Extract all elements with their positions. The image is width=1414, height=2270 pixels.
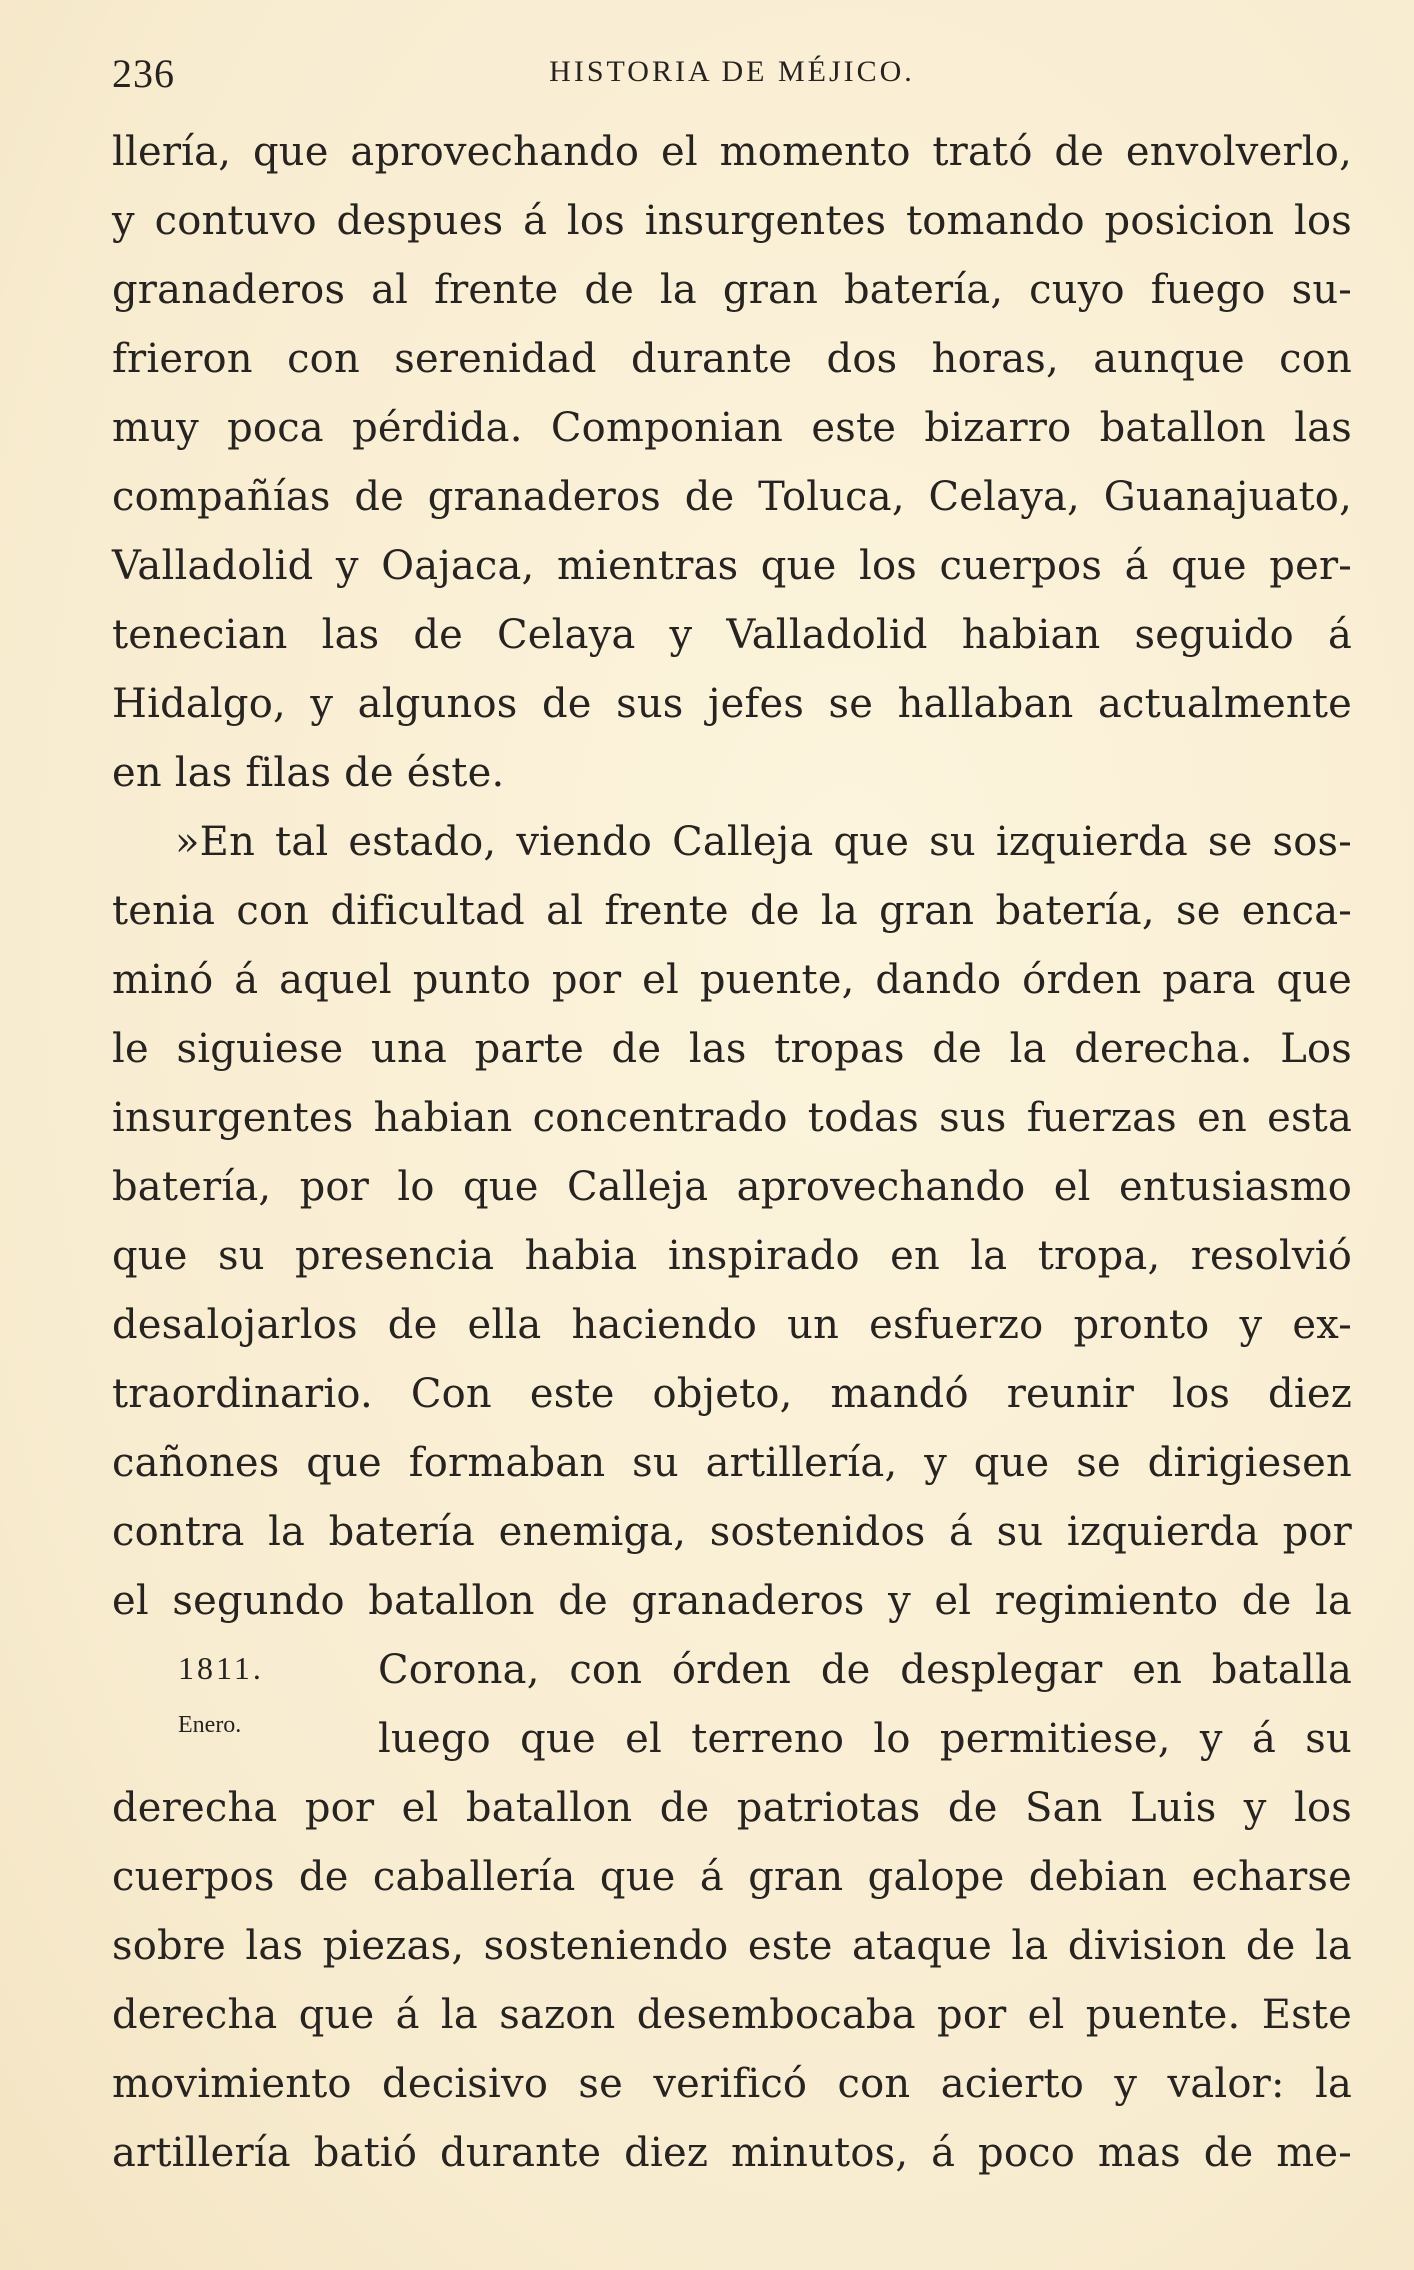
text-line: derecha que á la sazon desembocaba por el puente. Este	[112, 1992, 1352, 2038]
text-line: Hidalgo, y algunos de sus jefes se hallaban actualmente	[112, 681, 1352, 727]
text-line: le siguiese una parte de las tropas de la derecha. Los	[112, 1026, 1352, 1072]
text-line: frieron con serenidad durante dos horas, aunque con	[112, 336, 1352, 382]
text-line: »En tal estado, viendo Calleja que su izquierda se sos-	[175, 819, 1352, 865]
text-line: sobre las piezas, sosteniendo este ataque la division de la	[112, 1923, 1352, 1969]
text-line: y contuvo despues á los insurgentes tomando posicion los	[112, 198, 1352, 244]
text-line: batería, por lo que Calleja aprovechando el entusiasmo	[112, 1164, 1352, 1210]
text-line: que su presencia habia inspirado en la tropa, resolvió	[112, 1233, 1352, 1279]
text-line: en las filas de éste.	[112, 750, 505, 796]
text-line: minó á aquel punto por el puente, dando órden para que	[112, 957, 1352, 1003]
text-line: insurgentes habian concentrado todas sus fuerzas en esta	[112, 1095, 1352, 1141]
text-line: granaderos al frente de la gran batería, cuyo fuego su-	[112, 267, 1352, 313]
text-line: Valladolid y Oajaca, mientras que los cuerpos á que per-	[112, 543, 1352, 589]
marginal-note-month: Enero.	[178, 1712, 242, 1738]
text-line: artillería batió durante diez minutos, á poco mas de me-	[112, 2130, 1352, 2176]
marginal-note-year: 1811.	[178, 1650, 264, 1686]
text-line: llería, que aprovechando el momento trató de envolverlo,	[112, 129, 1352, 175]
text-line: Corona, con órden de desplegar en batalla	[378, 1647, 1352, 1693]
text-line: muy poca pérdida. Componian este bizarro batallon las	[112, 405, 1352, 451]
text-line: cuerpos de caballería que á gran galope debian echarse	[112, 1854, 1352, 1900]
text-line: desalojarlos de ella haciendo un esfuerzo pronto y ex-	[112, 1302, 1352, 1348]
text-line: el segundo batallon de granaderos y el regimiento de la	[112, 1578, 1352, 1624]
text-line: movimiento decisivo se verificó con acierto y valor: la	[112, 2061, 1352, 2107]
text-line: tenia con dificultad al frente de la gran batería, se enca-	[112, 888, 1352, 934]
text-line: traordinario. Con este objeto, mandó reunir los diez	[112, 1371, 1352, 1417]
running-head	[112, 50, 1352, 110]
text-line: cañones que formaban su artillería, y que se dirigiesen	[112, 1440, 1352, 1486]
text-line: derecha por el batallon de patriotas de San Luis y los	[112, 1785, 1352, 1831]
page-number: 236	[112, 51, 175, 96]
running-title: HISTORIA DE MÉJICO.	[549, 55, 915, 88]
text-line: contra la batería enemiga, sostenidos á su izquierda por	[112, 1509, 1352, 1555]
text-line: tenecian las de Celaya y Valladolid habian seguido á	[112, 612, 1352, 658]
text-line: compañías de granaderos de Toluca, Celaya, Guanajuato,	[112, 474, 1352, 520]
text-line: luego que el terreno lo permitiese, y á su	[378, 1716, 1352, 1762]
